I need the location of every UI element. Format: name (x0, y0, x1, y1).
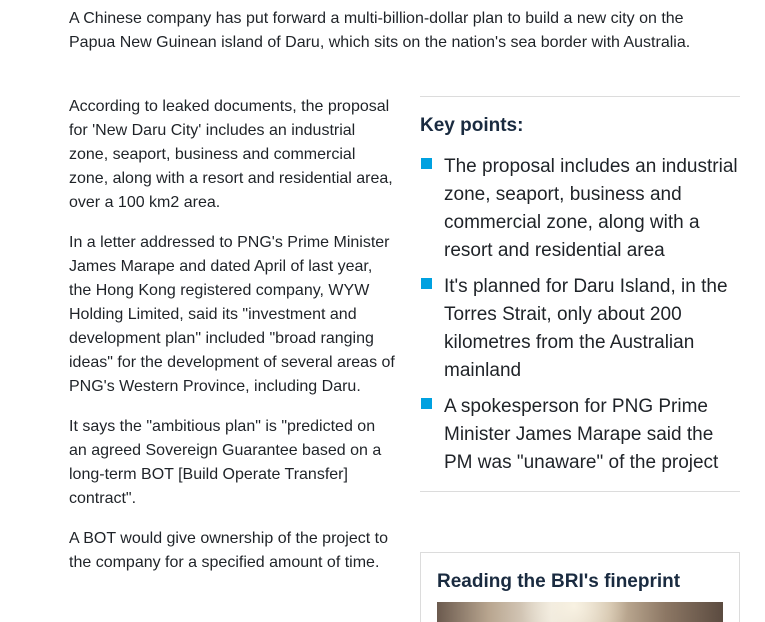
key-point-text: A spokesperson for PNG Prime Minister James Marape said the PM was "unaware" of the project (444, 396, 719, 473)
square-bullet-icon (421, 278, 432, 289)
related-story-card[interactable] (420, 552, 740, 622)
article-paragraph: It says the "ambitious plan" is "predicted on an agreed Sovereign Guarantee based on a long-term BOT [Build Operate Transfer] contract". (69, 418, 382, 507)
key-point-item (420, 153, 740, 265)
article-paragraph: According to leaked documents, the proposal for 'New Daru City' includes an industrial zone, seaport, business and commercial zone, along with a resort and residential area, over a 100 km2 area. (69, 98, 393, 211)
square-bullet-icon (421, 398, 432, 409)
article-intro: A Chinese company has put forward a multi-billion-dollar plan to build a new city on the Papua New Guinean island of Daru, which sits on the nation's sea border with Australia. (69, 10, 691, 51)
related-story-title[interactable]: Reading the BRI's fineprint (437, 571, 681, 592)
article-paragraph: A BOT would give ownership of the project to the company for a specified amount of time. (69, 530, 388, 571)
key-points-box (420, 96, 740, 492)
related-story-image[interactable] (437, 602, 723, 622)
key-points-list (420, 153, 740, 477)
article-paragraph: In a letter addressed to PNG's Prime Minister James Marape and dated April of last year, the Hong Kong registered company, WYW Holding Limited, said its "investment and development plan" included "broad ranging ideas" for the development of several areas of PNG's Western Province, including Daru. (69, 234, 395, 395)
key-point-item (420, 393, 740, 477)
square-bullet-icon (421, 158, 432, 169)
article-body (69, 95, 397, 591)
key-point-item (420, 273, 740, 385)
key-points-heading: Key points: (420, 115, 524, 136)
key-point-text: The proposal includes an industrial zone, seaport, business and commercial zone, along with a resort and residential area (444, 156, 738, 261)
key-point-text: It's planned for Daru Island, in the Torres Strait, only about 200 kilometres from the Australian mainland (444, 276, 728, 381)
